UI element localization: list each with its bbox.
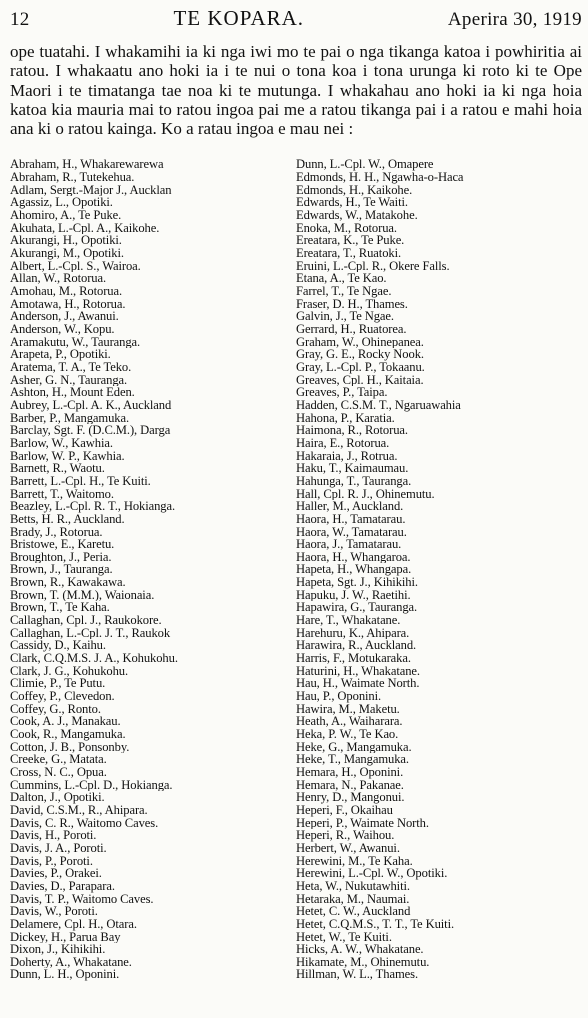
name-entry: David, C.S.M., R., Ahipara. <box>10 803 148 817</box>
name-entry: Fraser, D. H., Thames. <box>296 297 408 311</box>
name-entry: Farrel, T., Te Ngae. <box>296 285 392 298</box>
newspaper-title: TE KOPARA. <box>173 6 305 30</box>
name-entry: Herbert, W., Awanui. <box>296 841 400 855</box>
name-entry: Ashton, H., Mount Eden. <box>10 386 135 399</box>
intro-text: ope tuatahi. I whakamihi ia ki nga iwi mo te pai o nga tikanga katoa i powhiritia ai ratou. I whakaatu ano hoki ia i te nui o tona koa i tona urunga ki roto ki te Ope Maori i te timatanga tae noa ki te mutunga. I whakahau ano hoki ia ki nga hoia katoa kia mauria mai to ratou ingoa pai me a ratou tikanga pai i a ratou e mahi hoia ana ki o ratou kainga. Ko a ratau ingoa e mau nei : <box>10 42 582 139</box>
name-entry: Edmonds, H. H., Ngawha-o-Haca <box>296 171 464 184</box>
page-number: 12 <box>10 9 30 30</box>
roll-of-names <box>10 158 582 981</box>
name-entry: Albert, L.-Cpl. S., Wairoa. <box>10 259 141 273</box>
name-entry: Brown, T. (M.M.), Waionaia. <box>10 588 155 602</box>
name-entry: Barclay, Sgt. F. (D.C.M.), Darga <box>10 424 171 437</box>
name-entry: Clark, C.Q.M.S. J. A., Kohukohu. <box>10 652 178 665</box>
name-entry: Barnett, R., Waotu. <box>10 462 105 475</box>
name-entry: Haora, H., Whangaroa. <box>296 550 411 564</box>
name-entry: Agassiz, L., Opotiki. <box>10 196 113 210</box>
name-entry: Dunn, L.-Cpl. W., Omapere <box>296 158 434 172</box>
name-entry: Davis, W., Poroti. <box>10 905 98 918</box>
name-entry: Heke, T., Mangamuka. <box>296 753 409 766</box>
name-entry: Hadden, C.S.M. T., Ngaruawahia <box>296 398 461 412</box>
name-entry: Clark, J. G., Kohukohu. <box>10 664 129 678</box>
name-entry: Haora, J., Tamatarau. <box>296 538 402 551</box>
name-entry: Cassidy, D., Kaihu. <box>10 639 106 653</box>
name-entry: Broughton, J., Peria. <box>10 550 112 564</box>
name-entry: Brown, T., Te Kaha. <box>10 601 110 615</box>
name-entry: Davis, T. P., Waitomo Caves. <box>10 892 154 906</box>
name-entry: Abraham, R., Tutekehua. <box>10 171 135 184</box>
name-entry: Hemara, N., Pakanae. <box>296 778 404 792</box>
name-entry: Doherty, A., Whakatane. <box>10 955 132 969</box>
name-entry: Haimona, R., Rotorua. <box>296 424 408 437</box>
name-entry: Graham, W., Ohinepanea. <box>296 335 424 349</box>
name-entry: Haturini, H., Whakatane. <box>296 664 420 678</box>
name-entry: Anderson, W., Kopu. <box>10 323 115 336</box>
name-entry: Barrett, T., Waitomo. <box>10 487 114 501</box>
name-entry: Heperi, R., Waihou. <box>296 829 395 842</box>
name-entry: Ahomiro, A., Te Puke. <box>10 209 122 222</box>
name-entry: Hapeta, H., Whangapa. <box>296 563 412 577</box>
name-entry: Edwards, W., Matakohe. <box>296 209 418 222</box>
name-entry: Heta, W., Nukutawhiti. <box>296 879 410 893</box>
name-entry: Etana, A., Te Kao. <box>296 272 387 286</box>
name-entry: Dickey, H., Parua Bay <box>10 930 121 944</box>
name-entry: Asher, G. N., Tauranga. <box>10 373 128 387</box>
name-entry: Hare, T., Whakatane. <box>296 614 401 627</box>
name-entry: Akuhata, L.-Cpl. A., Kaikohe. <box>10 221 160 235</box>
name-entry: Barlow, W. P., Kawhia. <box>10 449 125 463</box>
name-entry: Akurangi, M., Opotiki. <box>10 247 124 260</box>
name-entry: Gray, L.-Cpl. P., Tokaanu. <box>296 360 425 374</box>
name-entry: Hemara, H., Oponini. <box>296 765 404 779</box>
name-entry: Coffey, P., Clevedon. <box>10 690 115 703</box>
name-entry: Hicks, A. W., Whakatane. <box>296 943 424 956</box>
name-entry: Cook, R., Mangamuka. <box>10 728 126 741</box>
name-entry: Cross, N. C., Opua. <box>10 765 107 779</box>
name-entry: Barlow, W., Kawhia. <box>10 436 113 450</box>
name-entry: Heka, P. W., Te Kao. <box>296 728 399 741</box>
name-entry: Arapeta, P., Opotiki. <box>10 348 111 361</box>
name-entry: Aubrey, L.-Cpl. A. K., Auckland <box>10 398 172 412</box>
name-entry: Davies, P., Orakei. <box>10 867 102 880</box>
name-entry: Ereatara, T., Ruatoki. <box>296 247 402 260</box>
name-entry: Ereatara, K., Te Puke. <box>296 234 405 248</box>
name-entry: Hawira, M., Maketu. <box>296 702 400 716</box>
name-entry: Galvin, J., Te Ngae. <box>296 310 394 324</box>
name-entry: Climie, P., Te Putu. <box>10 677 106 691</box>
name-entry: Creeke, G., Matata. <box>10 753 107 766</box>
name-entry: Hillman, W. L., Thames. <box>296 968 418 982</box>
name-entry: Gray, G. E., Rocky Nook. <box>296 348 424 361</box>
name-entry: Brown, J., Tauranga. <box>10 563 113 577</box>
name-entry: Brady, J., Rotorua. <box>10 525 103 539</box>
name-entry: Herewini, L.-Cpl. W., Opotiki. <box>296 867 448 880</box>
name-entry: Eruini, L.-Cpl. R., Okere Falls. <box>296 259 450 273</box>
name-entry: Haller, M., Auckland. <box>296 500 404 513</box>
name-entry: Hapawira, G., Tauranga. <box>296 601 418 615</box>
name-entry: Brown, R., Kawakawa. <box>10 576 126 589</box>
name-entry: Herewini, M., Te Kaha. <box>296 854 413 868</box>
name-entry: Amotawa, H., Rotorua. <box>10 297 126 311</box>
name-entry: Heperi, F., Okaihau <box>296 803 393 817</box>
name-entry: Allan, W., Rotorua. <box>10 272 107 286</box>
name-entry: Heke, G., Mangamuka. <box>296 740 412 754</box>
name-entry: Haira, E., Rotorua. <box>296 436 390 450</box>
name-entry: Hau, H., Waimate North. <box>296 677 420 691</box>
name-entry: Cotton, J. B., Ponsonby. <box>10 740 130 754</box>
names-column-right <box>296 158 582 981</box>
name-entry: Enoka, M., Rotorua. <box>296 221 397 235</box>
name-entry: Coffey, G., Ronto. <box>10 702 101 716</box>
name-entry: Dunn, L. H., Oponini. <box>10 968 120 982</box>
name-entry: Greaves, P., Taipa. <box>296 386 388 399</box>
name-entry: Hetaraka, M., Naumai. <box>296 892 410 906</box>
name-entry: Hakaraia, J., Rotrua. <box>296 449 398 463</box>
names-column-left <box>10 158 296 981</box>
name-entry: Dixon, J., Kihikihi. <box>10 943 106 956</box>
name-entry: Cummins, L.-Cpl. D., Hokianga. <box>10 778 173 792</box>
name-entry: Hahunga, T., Tauranga. <box>296 474 412 488</box>
name-entry: Dalton, J., Opotiki. <box>10 791 105 804</box>
name-entry: Barber, P., Mangamuka. <box>10 411 130 425</box>
name-entry: Haora, H., Tamatarau. <box>296 512 406 526</box>
name-entry: Haku, T., Kaimaumau. <box>296 462 409 475</box>
name-entry: Amohau, M., Rotorua. <box>10 285 123 298</box>
name-entry: Gerrard, H., Ruatorea. <box>296 323 407 336</box>
name-entry: Hapeta, Sgt. J., Kihikihi. <box>296 576 418 589</box>
name-entry: Davis, C. R., Waitomo Caves. <box>10 816 159 830</box>
name-entry: Harehuru, K., Ahipara. <box>296 626 410 640</box>
name-entry: Aramakutu, W., Tauranga. <box>10 335 141 349</box>
name-entry: Betts, H. R., Auckland. <box>10 512 125 526</box>
name-entry: Heperi, P., Waimate North. <box>296 816 429 830</box>
name-entry: Davis, H., Poroti. <box>10 829 97 842</box>
name-entry: Aratema, T. A., Te Teko. <box>10 360 132 374</box>
name-entry: Cook, A. J., Manakau. <box>10 715 121 729</box>
name-entry: Beazley, L.-Cpl. R. T., Hokianga. <box>10 500 176 513</box>
name-entry: Greaves, Cpl. H., Kaitaia. <box>296 373 424 387</box>
name-entry: Heath, A., Waiharara. <box>296 715 403 729</box>
page-header <box>10 6 582 32</box>
name-entry: Davies, D., Parapara. <box>10 879 115 893</box>
name-entry: Edwards, H., Te Waiti. <box>296 196 408 210</box>
name-entry: Callaghan, Cpl. J., Raukokore. <box>10 614 162 627</box>
name-entry: Hetet, C. W., Auckland <box>296 905 411 918</box>
name-entry: Bristowe, E., Karetu. <box>10 538 115 551</box>
name-entry: Barrett, L.-Cpl. H., Te Kuiti. <box>10 474 151 488</box>
name-entry: Edmonds, H., Kaikohe. <box>296 183 413 197</box>
name-entry: Adlam, Sergt.-Major J., Aucklan <box>10 183 172 197</box>
name-entry: Anderson, J., Awanui. <box>10 310 119 324</box>
name-entry: Callaghan, L.-Cpl. J. T., Raukok <box>10 626 171 640</box>
name-entry: Henry, D., Mangonui. <box>296 791 405 804</box>
name-entry: Davis, J. A., Poroti. <box>10 841 107 855</box>
name-entry: Hau, P., Oponini. <box>296 690 382 703</box>
name-entry: Akurangi, H., Opotiki. <box>10 234 122 248</box>
name-entry: Hahona, P., Karatia. <box>296 411 395 425</box>
name-entry: Davis, P., Poroti. <box>10 854 93 868</box>
name-entry: Delamere, Cpl. H., Otara. <box>10 917 137 931</box>
issue-date: Aperira 30, 1919 <box>447 9 582 30</box>
name-entry: Hapuku, J. W., Raetihi. <box>296 588 411 602</box>
name-entry: Hikamate, M., Ohinemutu. <box>296 955 430 969</box>
name-entry: Hetet, W., Te Kuiti. <box>296 930 392 944</box>
name-entry: Harris, F., Motukaraka. <box>296 652 411 665</box>
name-entry: Hetet, C.Q.M.S., T. T., Te Kuiti. <box>296 917 455 931</box>
intro-paragraph <box>10 42 582 138</box>
name-entry: Hall, Cpl. R. J., Ohinemutu. <box>296 487 435 501</box>
name-entry: Abraham, H., Whakarewarewa <box>10 158 164 172</box>
name-entry: Haora, W., Tamatarau. <box>296 525 407 539</box>
name-entry: Harawira, R., Auckland. <box>296 639 417 653</box>
